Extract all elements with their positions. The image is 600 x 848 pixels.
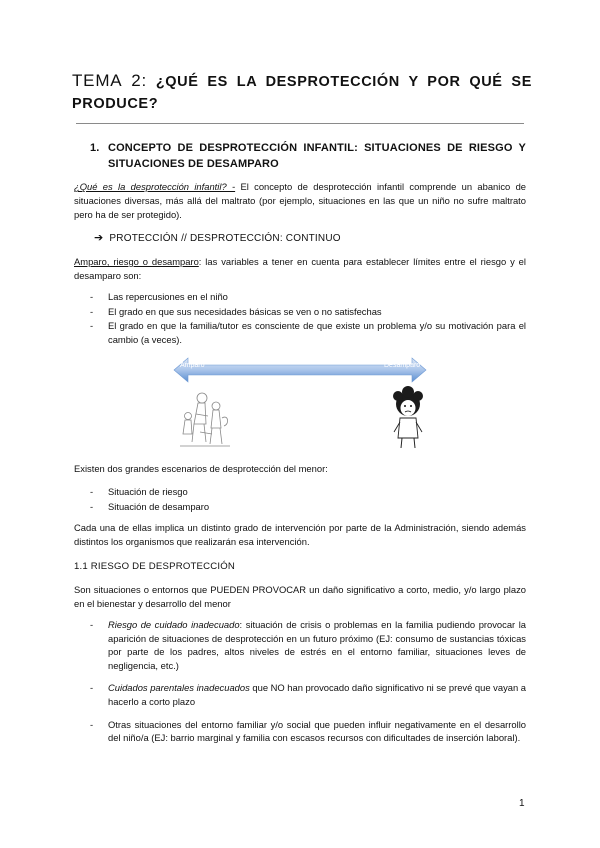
risk-list	[74, 618, 526, 754]
child-illustration	[393, 386, 423, 448]
right-arrow-icon: ➔	[94, 232, 104, 244]
list-item	[74, 618, 526, 672]
variables-paragraph	[74, 255, 526, 283]
risk-item-text: Otras situaciones del entorno familiar y/o social que pueden influir negativamente en el desarrollo del niño/a (EJ: barrio marginal y familia con escasos recursos con dificultades de inserción laboral).	[108, 718, 526, 744]
risk-item-text: que NO han provocado daño significativo ni se prevé que vayan a hacerlo a corto plazo	[108, 682, 527, 707]
list-item: - El grado en que sus necesidades básicas se ven o no satisfechas	[74, 305, 526, 319]
scenarios-list	[74, 485, 526, 514]
intro-text: El concepto de desprotección infantil comprende un abanico de situaciones diversas, más allá del maltrato (por ejemplo, situaciones en las que un niño no sufre maltrato pero ha de ser protegido).	[74, 181, 526, 220]
desamparo-label: Desamparo	[384, 362, 421, 369]
section-title: CONCEPTO DE DESPROTECCIÓN INFANTIL: SITUACIONES DE RIESGO Y SITUACIONES DE DESAMPARO	[108, 142, 526, 170]
intro-question: ¿Qué es la desprotección infantil? -	[74, 181, 236, 192]
intro-paragraph	[74, 180, 526, 221]
page-title	[72, 70, 532, 115]
section-heading	[90, 140, 526, 172]
continuum-line	[94, 231, 341, 244]
continuum-text: PROTECCIÓN // DESPROTECCIÓN: CONTINUO	[109, 233, 341, 244]
list-item: - Situación de riesgo	[74, 485, 526, 499]
subsection-title: 1.1 RIESGO DE DESPROTECCIÓN	[74, 561, 236, 572]
page-number: 1	[519, 798, 525, 809]
list-item	[74, 681, 526, 708]
scenarios-paragraph: Cada una de ellas implica un distinto grado de intervención por parte de la Administración, siendo además distintos los organismos que realizarán esa intervención.	[74, 522, 526, 547]
title-divider	[76, 123, 524, 124]
risk-item-lead: Cuidados parentales inadecuados	[108, 682, 250, 694]
amparo-label: Amparo	[180, 362, 205, 369]
risk-item-lead: Riesgo de cuidado inadecuado	[108, 619, 240, 630]
list-item: - Situación de desamparo	[74, 500, 526, 514]
scenarios-intro: Existen dos grandes escenarios de desprotección del menor:	[74, 463, 328, 474]
family-illustration	[180, 393, 230, 446]
list-item	[74, 718, 526, 745]
list-item: - Las repercusiones en el niño	[74, 290, 526, 304]
variables-lead: Amparo, riesgo o desamparo	[74, 256, 199, 267]
list-item: - El grado en que la familia/tutor es consciente de que existe un problema y/o su motivación para el cambio (a veces).	[74, 319, 526, 346]
risk-intro: Son situaciones o entornos que PUEDEN PROVOCAR un daño significativo a corto, medio, y/o largo plazo en el bienestar y desarrollo del menor	[74, 584, 526, 609]
title-number: TEMA 2:	[72, 71, 147, 90]
continuum-figure	[172, 354, 428, 458]
title-text: ¿QUÉ ES LA DESPROTECCIÓN Y POR QUÉ SE PRODUCE?	[72, 74, 532, 112]
variables-text: : las variables a tener en cuenta para establecer límites entre el riesgo y el desamparo son:	[74, 256, 526, 281]
risk-item-text: : situación de crisis o problemas en la familia pudiendo provocar la aparición de situaciones de desprotección en un futuro próximo (EJ: consumo de sustancias tóxicas por parte de los padres, altos niveles de estrés en el entorno familiar, situaciones leves de negligencia, etc.)	[108, 619, 526, 671]
variables-list	[74, 290, 526, 347]
section-number: 1.	[90, 142, 100, 154]
